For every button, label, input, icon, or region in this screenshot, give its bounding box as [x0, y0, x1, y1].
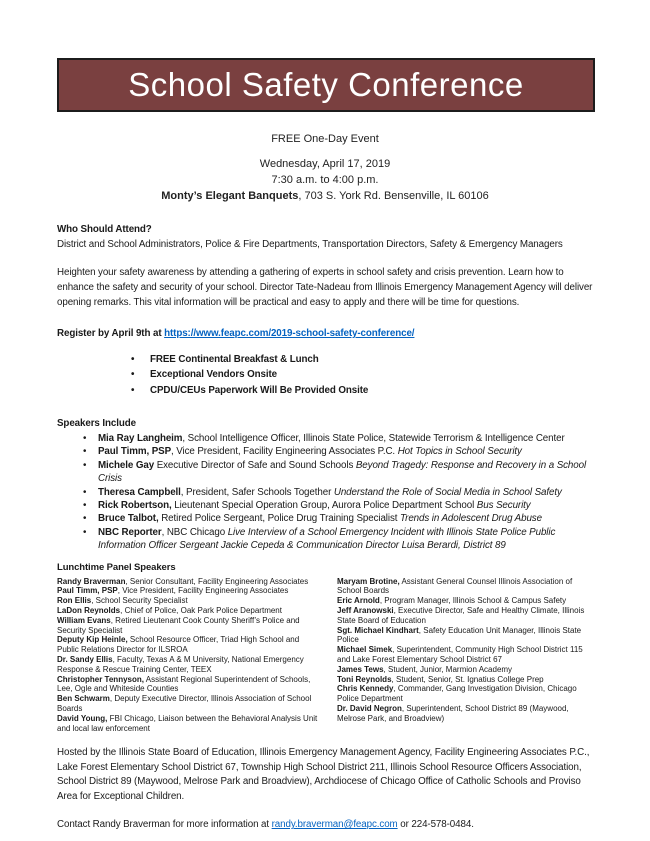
perk-item: • FREE Continental Breakfast & Lunch	[57, 352, 598, 367]
panel-entry	[337, 704, 598, 724]
speaker-role: , President, Safer Schools Together	[180, 486, 334, 498]
panel-entry	[57, 586, 323, 596]
speaker-item	[57, 445, 598, 458]
panel-role: , Senior Consultant, Facility Engineering Associates	[125, 576, 309, 586]
who-text: District and School Administrators, Police & Fire Departments, Transportation Directors, Safety & Emergency Managers	[57, 239, 563, 250]
panel-entry	[57, 675, 323, 695]
panel-role: , Commander, Gang Investigation Division, Chicago Police Department	[337, 684, 577, 704]
panel-entry	[57, 694, 323, 714]
panel-role: Assistant General Counsel Illinois Association of School Boards	[337, 576, 573, 596]
panel-entry	[57, 577, 323, 587]
panel-role: , Faculty, Texas A & M University, National Emergency Response & Rescue Training Center, TEEX	[57, 654, 304, 674]
panel-entry	[57, 616, 323, 636]
panel-role: , Chief of Police, Oak Park Police Department	[120, 605, 282, 615]
email-link[interactable]: randy.braverman@feapc.com	[271, 819, 398, 831]
panel-name: David Young,	[57, 713, 108, 723]
event-details	[0, 156, 650, 204]
register-label: Register by April 9th at	[57, 328, 165, 339]
speakers-list	[57, 432, 598, 553]
panel-role: , Program Manager, Illinois School & Campus Safety	[379, 596, 567, 606]
panel-name: William Evans	[57, 615, 111, 625]
speaker-name: Michele Gay	[98, 459, 155, 471]
panel-role: , Deputy Executive Director, Illinois Association of School Boards	[57, 694, 312, 713]
speaker-item	[57, 499, 598, 512]
contact-text: Contact Randy Braverman for more information at	[57, 819, 272, 831]
speaker-topic: Understand the Role of Social Media in School Safety	[333, 486, 562, 498]
panel-role: , Superintendent, School District 89 (Maywood, Melrose Park, and Broadview)	[337, 703, 569, 723]
panel-name: Dr. David Negron	[337, 703, 402, 713]
panel-role: Assistant Regional Superintendent of Schools, Lee, Ogle and Whiteside Counties	[57, 674, 311, 694]
banner-title: School Safety Conference	[128, 66, 524, 103]
panel-right-column	[337, 577, 598, 734]
speaker-topic: Hot Topics in School Security	[397, 446, 522, 458]
panel-name: Jeff Aranowski	[337, 605, 394, 615]
panel-entry	[337, 577, 598, 597]
panel-role: , Executive Director, Safe and Healthy Climate, Illinois State Board of Education	[337, 605, 585, 625]
speaker-role: , Vice President, Facility Engineering Associates P.C.	[171, 446, 398, 458]
panel-role: , School Security Specialist	[91, 596, 188, 606]
document-body	[57, 222, 598, 832]
speaker-name: Paul Timm, PSP	[98, 446, 172, 458]
panel-columns	[57, 577, 598, 734]
panel-entry	[337, 675, 598, 685]
contact-line	[57, 817, 598, 832]
speaker-role: , School Intelligence Officer, Illinois State Police, Statewide Terrorism & Intelligence Center	[182, 432, 565, 444]
event-time: 7:30 a.m. to 4:00 p.m.	[271, 174, 379, 186]
speaker-item	[57, 512, 598, 525]
speaker-name: Rick Robertson,	[98, 499, 172, 511]
speakers-heading: Speakers Include	[57, 417, 136, 429]
speaker-item	[57, 486, 598, 499]
speaker-item	[57, 432, 598, 445]
speaker-topic: Bus Security	[476, 499, 531, 511]
panel-name: Toni Reynolds	[337, 674, 392, 684]
panel-name: Eric Arnold	[337, 596, 380, 606]
panel-left-column	[57, 577, 323, 734]
panel-entry	[57, 606, 323, 616]
panel-entry	[57, 655, 323, 675]
speaker-role: Retired Police Sergeant, Police Drug Training Specialist	[158, 513, 401, 525]
panel-role: , Retired Lieutenant Cook County Sheriff’s Police and Security Specialist	[57, 615, 300, 635]
speaker-topic: Live Interview of a School Emergency Incident with Illinois State Police Public Information Officer Sergeant Jackie Cepeda & Communication Director Luisa Berardi, District 89	[98, 526, 556, 552]
panel-role: , Vice President, Facility Engineering Associates	[117, 586, 289, 596]
conference-banner	[57, 58, 595, 112]
speaker-role: Lieutenant Special Operation Group, Aurora Police Department School	[171, 499, 477, 511]
event-date: Wednesday, April 17, 2019	[259, 158, 391, 170]
panel-entry	[57, 714, 323, 734]
panel-role: , Student, Senior, St. Ignatius College Prep	[391, 674, 544, 684]
speaker-topic: Beyond Tragedy: Response and Recovery in a School Crisis	[98, 459, 587, 485]
speaker-role: Executive Director of Safe and Sound Schools	[154, 459, 356, 471]
speaker-name: NBC Reporter	[98, 526, 162, 538]
panel-entry	[57, 596, 323, 606]
panel-role: School Resource Officer, Triad High School and Public Relations Director for ILSROA	[57, 635, 300, 655]
speaker-name: Theresa Campbell	[98, 486, 181, 498]
speaker-item	[57, 459, 598, 486]
contact-phone: or 224-578-0484.	[397, 819, 474, 831]
panel-entry	[337, 626, 598, 646]
venue-address: , 703 S. York Rd. Bensenville, IL 60106	[298, 190, 489, 202]
panel-name: Deputy Kip Heinle,	[57, 635, 128, 645]
perk-item: • CPDU/CEUs Paperwork Will Be Provided Onsite	[57, 383, 598, 398]
panel-entry	[337, 684, 598, 704]
panel-name: James Tews	[337, 664, 384, 674]
panel-role: , Safety Education Unit Manager, Illinois State Police	[337, 625, 582, 645]
speaker-topic: Trends in Adolescent Drug Abuse	[400, 513, 542, 525]
panel-name: Ron Ellis	[57, 596, 92, 606]
panel-name: Christopher Tennyson,	[57, 674, 144, 684]
register-link[interactable]: https://www.feapc.com/2019-school-safety-conference/	[164, 328, 415, 339]
perk-item: • Exceptional Vendors Onsite	[57, 367, 598, 382]
speaker-role: , NBC Chicago	[161, 526, 228, 538]
speaker-name: Mia Ray Langheim	[98, 432, 183, 444]
event-tagline: FREE One-Day Event	[271, 133, 379, 145]
panel-role: , Student, Junior, Marmion Academy	[383, 664, 513, 674]
perks-list	[57, 352, 598, 398]
register-line	[57, 326, 598, 341]
panel-entry	[337, 665, 598, 675]
panel-heading: Lunchtime Panel Speakers	[57, 561, 176, 573]
panel-entry	[337, 606, 598, 626]
panel-role: FBI Chicago, Liaison between the Behavioral Analysis Unit and local law enforcement	[57, 713, 318, 733]
venue-name: Monty’s Elegant Banquets	[161, 190, 299, 202]
panel-name: Ben Schwarm	[57, 694, 110, 704]
event-venue	[0, 188, 650, 204]
hosted-paragraph: Hosted by the Illinois State Board of Education, Illinois Emergency Management Agency, Facility Engineering Associates P.C., Lake Forest Elementary School District 67, Township High School District 211, Illinois School Resource Officers Association, School District 89 (Maywood, Melrose Park and Broadview), Archdiocese of Chicago Office of Catholic Schools and Proviso Area for Exceptional Children.	[57, 747, 590, 802]
panel-name: Dr. Sandy Ellis	[57, 654, 113, 664]
panel-role: , Superintendent, Community High School District 115 and Lake Forest Elementary School District 67	[337, 645, 583, 664]
intro-paragraph: Heighten your safety awareness by attending a gathering of experts in school safety and crisis prevention. Learn how to enhance the safety and security of your school. Director Tate-Nadeau from Illinois Emergency Management Agency will deliver opening remarks. This vital information will be practical and easy to apply and there will be time for questions.	[57, 267, 593, 308]
panel-name: LaDon Reynolds	[57, 605, 121, 615]
speaker-item	[57, 526, 598, 553]
panel-name: Maryam Brotine,	[337, 576, 400, 586]
panel-entry	[337, 645, 598, 665]
panel-entry	[57, 635, 323, 655]
panel-name: Chris Kennedy	[337, 684, 394, 694]
panel-name: Randy Braverman	[57, 576, 126, 586]
panel-entry	[337, 596, 598, 606]
who-heading: Who Should Attend?	[57, 224, 152, 235]
panel-name: Sgt. Michael Kindhart	[337, 625, 419, 635]
speaker-name: Bruce Talbot,	[98, 513, 159, 525]
panel-name: Paul Timm, PSP	[57, 586, 118, 596]
panel-name: Michael Simek	[337, 645, 393, 655]
